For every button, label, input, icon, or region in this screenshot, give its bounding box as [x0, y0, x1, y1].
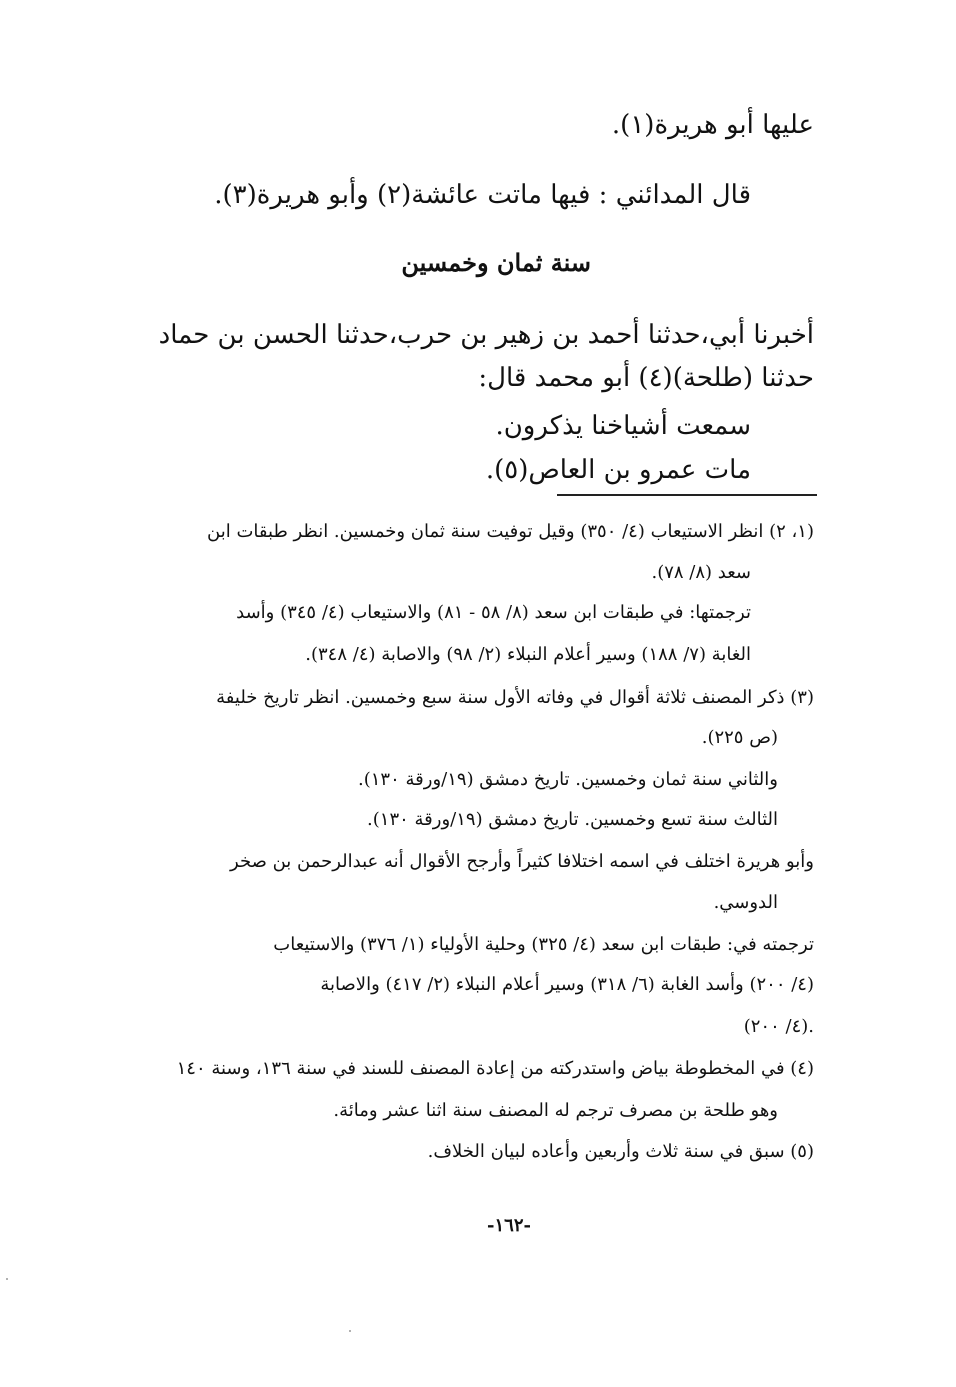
- footnote-1-line-c: ترجمتها: في طبقات ابن سعد (٨/ ٥٨ - ٨١) والاستيعاب (٤/ ٣٤٥) وأسد: [236, 602, 751, 623]
- footnote-separator: [557, 494, 817, 496]
- footnote-4-line-b: وهو طلحة بن مصرف ترجم له المصنف سنة اثنا عشر ومائة.: [333, 1100, 778, 1121]
- footnote-3-line-a: (٣) ذكر المصنف ثلاثة أقوال في وفاته الأول سنة سبع وخمسين. انظر تاريخ خليفة: [216, 687, 814, 708]
- footnote-3-line-h: (٤/ ٢٠٠) وأسد الغابة (٦/ ٣١٨) وسير أعلام النبلاء (٢/ ٤١٧) والاصابة: [320, 974, 814, 995]
- main-text-line-1: عليها أبو هريرة(١).: [611, 110, 814, 140]
- footnote-1-line-b: سعد (٨/ ٧٨).: [651, 562, 751, 583]
- main-text-line-5: سمعت أشياخنا يذكرون.: [495, 411, 751, 441]
- main-text-line-3: أخبرنا أبي،حدثنا أحمد بن زهير بن حرب،حدثنا الحسن بن حماد: [158, 320, 814, 350]
- footnote-5-line-a: (٥) سبق في سنة ثلاث وأربعين وأعاده لبيان الخلاف.: [427, 1141, 814, 1162]
- footnote-3-line-c: والثاني سنة ثمان وخمسين. تاريخ دمشق (١٩/ورقة ١٣٠).: [358, 769, 778, 790]
- footnote-4-line-a: (٤) في المخطوطة بياض واستدركته من إعادة المصنف للسند في سنة ١٣٦، وسنة ١٤٠: [176, 1058, 814, 1079]
- section-heading: سنة ثمان وخمسين: [401, 248, 591, 277]
- footnote-1-line-a: (١، ٢) انظر الاستيعاب (٤/ ٣٥٠) وقيل توفيت سنة ثمان وخمسين. انظر طبقات ابن: [207, 521, 814, 542]
- main-text-line-2: قال المدائني : فيها ماتت عائشة(٢) وأبو هريرة(٣).: [214, 180, 751, 210]
- scan-speck: [349, 1330, 351, 1332]
- main-text-line-4: حدثنا (طلحة)(٤) أبو محمد قال:: [478, 363, 814, 393]
- footnote-3-line-e: وأبو هريرة اختلف في اسمه اختلافا كثيراً وأرجح الأقوال أنه عبدالرحمن بن صخر: [230, 851, 814, 872]
- scan-speck: [6, 1278, 8, 1280]
- footnote-3-line-g: ترجمته في: طبقات ابن سعد (٤/ ٣٢٥) وحلية الأولياء (١/ ٣٧٦) والاستيعاب: [273, 934, 814, 955]
- footnote-3-line-i: (٤/ ٢٠٠).: [743, 1016, 814, 1037]
- page-number: -١٦٢-: [487, 1215, 531, 1236]
- footnote-1-line-d: الغابة (٧/ ١٨٨) وسير أعلام النبلاء (٢/ ٩٨) والاصابة (٤/ ٣٤٨).: [305, 644, 751, 665]
- footnote-3-line-d: الثالث سنة تسع وخمسين. تاريخ دمشق (١٩/ورقة ١٣٠).: [367, 809, 778, 830]
- main-text-line-6: مات عمرو بن العاص(٥).: [485, 455, 751, 485]
- footnote-3-line-f: الدوسي.: [713, 892, 778, 913]
- footnote-3-line-b: (ص ٢٢٥).: [701, 727, 778, 748]
